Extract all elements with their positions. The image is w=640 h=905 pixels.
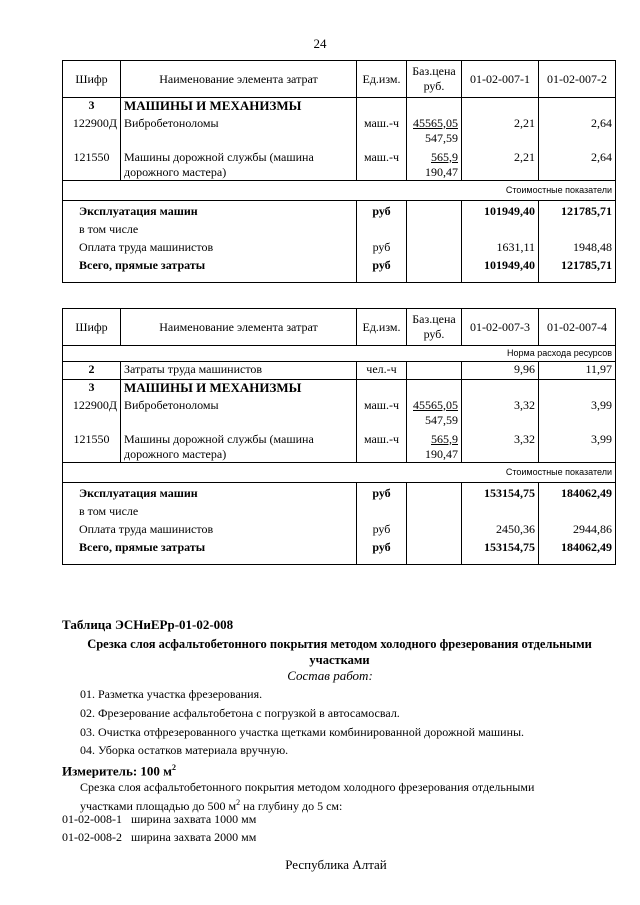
cost-indicators-label: Стоимостные показатели [63,180,616,200]
description: Срезка слоя асфальтобетонного покрытия методом холодного фрезерования отдельными участками площадью до 500 $м^2$ на глубину до 5 см: [80,780,535,813]
table-row: Оплата труда машинистов руб 2450,36 2944,86 [63,519,616,537]
header-unit: Ед.изм. [357,61,407,98]
header-base-price: Баз.цена руб. [407,61,462,98]
table-row: Эксплуатация машин руб 153154,75 184062,49 [63,482,616,501]
header-col-b: 01-02-007-2 [539,61,616,98]
table-row: 122900Д Вибробетоноломы маш.-ч 45565,05 547,59 2,21 2,64 [63,116,616,146]
header-base-price: Баз.цена руб. [407,309,462,346]
list-item: 01-02-008-1 ширина захвата 1000 мм [62,812,257,826]
footer-region: Республика Алтай [285,857,387,872]
table-row: 121550 Машины дорожной службы (машина дорожного мастера) маш.-ч 565,9 190,47 3,32 3,99 [63,428,616,463]
work-item: 01. Разметка участка фрезерования. [80,687,263,701]
table-row: Оплата труда машинистов руб 1631,11 1948,48 [63,237,616,255]
list-item: 01-02-008-2 ширина захвата 2000 мм [62,830,257,844]
work-item: 02. Фрезерование асфальтобетона с погрузкой в автосамосвал. [80,706,400,720]
norm-label: Норма расхода ресурсов [63,346,616,362]
table-row: 121550 Машины дорожной службы (машина дорожного мастера) маш.-ч 565,9 190,47 2,21 2,64 [63,146,616,181]
header-unit: Ед.изм. [357,309,407,346]
table-id: Таблица ЭСНиЕРр-01-02-008 [62,617,234,632]
cost-indicators-label: Стоимостные показатели [63,462,616,482]
header-col-a: 01-02-007-1 [462,61,539,98]
work-item: 03. Очистка отфрезерованного участка щетками комбинированной дорожной машины. [80,725,525,739]
header-code: Шифр [63,309,121,346]
header-name: Наименование элемента затрат [121,309,357,346]
table-row: Всего, прямые затраты руб 153154,75 184062,49 [63,537,616,565]
resource-table-2 [62,308,616,565]
header-code: Шифр [63,61,121,98]
table-row: Эксплуатация машин руб 101949,40 121785,71 [63,200,616,219]
page-number: 24 [313,36,327,51]
table-row: 2 Затраты труда машинистов чел.-ч 9,96 11,97 [63,362,616,380]
section-row: 3 МАШИНЫ И МЕХАНИЗМЫ [63,380,616,398]
table-row: Всего, прямые затраты руб 101949,40 121785,71 [63,255,616,283]
resource-table-1 [62,60,616,283]
table-row: в том числе [63,219,616,237]
table-row: в том числе [63,501,616,519]
header-col-a: 01-02-007-3 [462,309,539,346]
works-heading: Состав работ: [287,668,373,683]
table-row: 122900Д Вибробетоноломы маш.-ч 45565,05 547,59 3,32 3,99 [63,398,616,428]
header-name: Наименование элемента затрат [121,61,357,98]
header-col-b: 01-02-007-4 [539,309,616,346]
section-title: Срезка слоя асфальтобетонного покрытия методом холодного фрезерования отдельными участками [87,637,592,667]
section-row: 3 МАШИНЫ И МЕХАНИЗМЫ [63,98,616,116]
measure-unit: Измеритель: 100 $м^2$ [62,763,177,779]
work-item: 04. Уборка остатков материала вручную. [80,743,289,757]
